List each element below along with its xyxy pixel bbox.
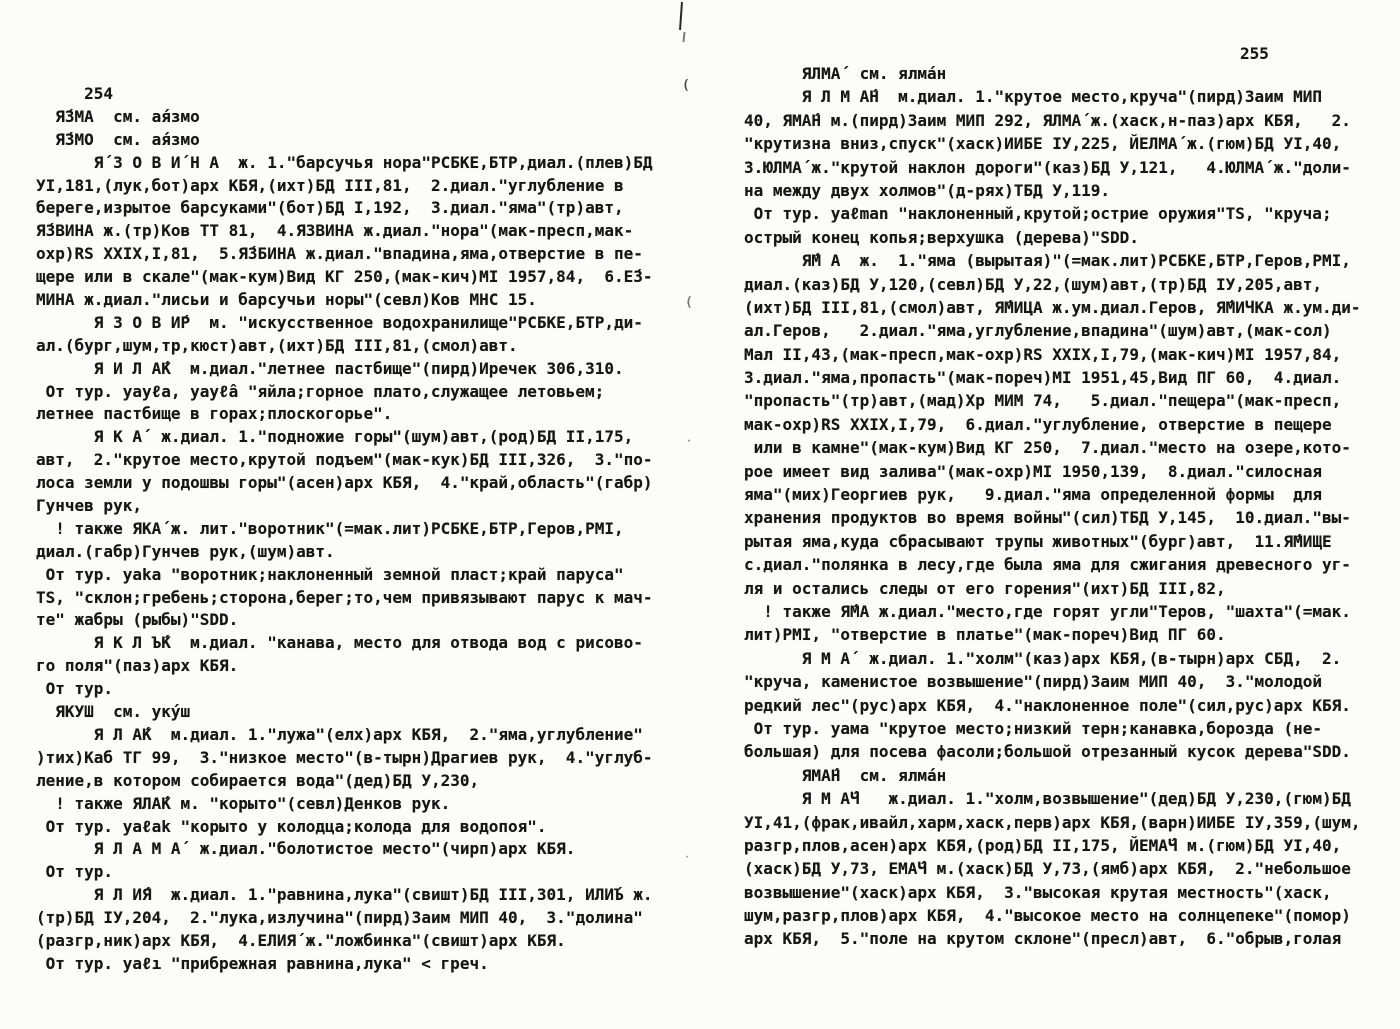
- text-line: лит)РМI, "отверстие в платье"(мак-пореч)Вид ПГ 60.: [744, 625, 1226, 645]
- gutter-ink-mark: ·: [684, 852, 691, 863]
- text-line: TS, "склон;гребень;сторона,берег;то,чем привязывают парус к мач-: [36, 587, 653, 607]
- text-line: мак-охр)RS XXIX,I,79, 6.диал."углубление, отверстие в пещере: [744, 414, 1332, 434]
- text-line: ЯКУШ см. уку́ш: [36, 702, 191, 722]
- text-line: ал.Геров, 2.диал."яма,углубление,впадина"(шум)авт,(мак-сол): [744, 321, 1332, 341]
- text-line: го поля"(паз)арх КБЯ.: [36, 656, 239, 676]
- text-line: ! также ЯКА́ ж. лит."воротник"(=мак.лит)РСБКЕ,БТР,Геров,РМI,: [36, 518, 624, 538]
- text-line: авт, 2."крутое место,крутой подъем"(мак-кук)БД III,326, 3."по-: [36, 450, 653, 470]
- text-line: 40, ЯМА́Н м.(пирд)Заим МИП 292, ЯЛМА́ ж.(хаск,н-паз)арх КБЯ, 2.: [744, 110, 1351, 130]
- text-line: береге,изрытое барсуками"(бот)БД I,192, 3.диал."яма"(тр)авт,: [36, 198, 624, 218]
- text-line: (хаск)БД У,73, ЕМА́Ч м.(хаск)БД У,73,(ямб)арх КБЯ, 2."небольшое: [744, 859, 1351, 879]
- text-line: диал.(каз)БД У,120,(севл)БД У,22,(шум)авт,(тр)БД IУ,205,авт,: [744, 274, 1322, 294]
- right-page-number: 255: [1240, 44, 1269, 63]
- text-line: Я К А́ ж.диал. 1."подножие горы"(шум)авт,(род)БД II,175,: [36, 427, 634, 447]
- gutter-ink-stroke: [682, 32, 685, 42]
- text-line: От тур. yaℓı "прибрежная равнина,лука" < греч.: [36, 953, 489, 973]
- text-line: ление,в котором собирается вода"(дед)БД У,230,: [36, 770, 480, 790]
- text-line: (разгр,ник)арх КБЯ, 4.ЕЛИЯ́ ж."ложбинка"(свишт)арх КБЯ.: [36, 930, 566, 950]
- text-line: на между двух холмов"(д-рях)ТБД У,119.: [744, 180, 1111, 200]
- text-line: Я́ЗМО см. ая́змо: [36, 129, 200, 149]
- text-line: большая) для посева фасоли;большой отрезанный кусок дерева"SDD.: [744, 742, 1351, 762]
- text-line: лоса земли у подошвы горы"(асен)арх КБЯ, 4."край,область"(габр): [36, 473, 653, 493]
- text-line: (тр)БД IУ,204, 2."лука,излучина"(пирд)Заим МИП 40, 3."долина": [36, 908, 643, 928]
- gutter-ink-mark: (: [685, 295, 693, 310]
- text-line: 254: [36, 84, 114, 103]
- text-line: От тур. yaka "воротник;наклоненный земной пласт;край паруса": [36, 564, 624, 584]
- text-line: Я Л А М А́ ж.диал."болотистое место"(чирп)арх КБЯ.: [36, 839, 576, 859]
- text-line: От тур. уама "крутое место;низкий терн;канавка,борозда (не-: [744, 718, 1322, 738]
- text-line: охр)RS XXIX,I,81, 5.Я́ЗБИНА ж.диал."впадина,яма,отверстие в пе-: [36, 244, 643, 264]
- text-line: летнее пастбище в горах;плоскогорье".: [36, 404, 393, 424]
- text-line: "пропасть"(тр)авт,(мад)Хр МИМ 74, 5.диал."пещера"(мак-пресп,: [744, 391, 1342, 411]
- text-line: От тур. yaℓak "корыто у колодца;колода для водопоя".: [36, 816, 547, 836]
- text-line: Я М А́Ч ж.диал. 1."холм,возвышение"(дед)БД У,230,(гюм)БД: [744, 789, 1351, 809]
- text-line: Я Л М А́Н м.диал. 1."крутое место,круча"(пирд)Заим МИП: [744, 87, 1322, 107]
- text-line: ! также ЯЛА́К м. "корыто"(севл)Денков рук.: [36, 793, 451, 813]
- gutter-ink-mark: (: [682, 78, 690, 93]
- text-line: Я М А́ ж.диал. 1."холм"(каз)арх КБЯ,(в-тырн)арх СБД, 2.: [744, 648, 1342, 668]
- text-line: рытая яма,куда сбрасывают трупы животных"(бург)авт, 11.Я́МИЩЕ: [744, 531, 1332, 551]
- text-line: "круча, каменистое возвышение"(пирд)Заим МИП 40, 3."молодой: [744, 672, 1322, 692]
- text-line: Мал II,43,(мак-пресп,мак-охр)RS XXIX,I,79,(мак-кич)МI 1957,84,: [744, 344, 1342, 364]
- text-line: 3.диал."яма,пропасть"(мак-пореч)МI 1951,45,Вид ПГ 60, 4.диал.: [744, 368, 1342, 388]
- text-line: редкий лес"(рус)арх КБЯ, 4."наклоненное поле"(сил,рус)арх КБЯ.: [744, 695, 1351, 715]
- right-page-text: [744, 64, 1392, 953]
- text-line: острый конец копья;верхушка (дерева)"SDD.: [744, 227, 1139, 247]
- text-line: щере или в скале"(мак-кум)Вид КГ 250,(мак-кич)МI 1957,84, 6.Е́З-: [36, 267, 653, 287]
- text-line: Я́ЗМА см. ая́змо: [36, 106, 200, 126]
- text-line: Я Л А́К м.диал. 1."лужа"(елх)арх КБЯ, 2."яма,углубление": [36, 724, 643, 744]
- text-line: яма"(мих)Георгиев рук, 9.диал."яма определенной формы для: [744, 485, 1322, 505]
- text-line: Я́ЗВИНА ж.(тр)Ков ТТ 81, 4.ЯЗВИНА ж.диал."нора"(мак-пресп,мак-: [36, 221, 634, 241]
- text-line: арх КБЯ, 5."поле на крутом склоне"(пресл)авт, 6."обрыв,голая: [744, 929, 1342, 949]
- text-line: диал.(габр)Гунчев рук,(шум)авт.: [36, 541, 335, 561]
- text-line: ЯМА́Н см. ялма́н: [744, 765, 947, 785]
- gutter-ink-stroke: [679, 2, 683, 30]
- text-line: От тур. yayℓa, yayℓâ "яйла;горное плато,служащее летовьем;: [36, 381, 605, 401]
- text-line: хранения продуктов во время войны"(сил)ТБД У,145, 10.диал."вы-: [744, 508, 1351, 528]
- text-line: От тур. yaℓman "наклоненный,крутой;острие оружия"TS, "круча;: [744, 204, 1332, 224]
- text-line: с.диал."полянка в лесу,где была яма для сжигания древесного уг-: [744, 555, 1351, 575]
- text-line: Я́М А ж. 1."яма (вырытая)"(=мак.лит)РСБКЕ,БТР,Геров,РМI,: [744, 251, 1351, 271]
- text-line: возвышение"(хаск)арх КБЯ, 3."высокая крутая местность"(хаск,: [744, 882, 1332, 902]
- text-line: ! также Я́МА ж.диал."место,где горят угли"Теров, "шахта"(=мак.: [744, 601, 1351, 621]
- text-line: МИНА ж.диал."лисьи и барсучьи норы"(севл)Ков МНС 15.: [36, 290, 537, 310]
- gutter-ink-mark: ·: [686, 436, 693, 447]
- text-line: разгр,плов,асен)арх КБЯ,(род)БД II,175, ЙЕМА́Ч м.(гюм)БД УI,40,: [744, 835, 1342, 855]
- text-line: ля и остались следы от его горения"(ихт)БД III,82,: [744, 578, 1226, 598]
- text-line: Я К Л Ъ́К м.диал. "канава, место для отвода вод с рисово-: [36, 633, 643, 653]
- text-line: Я Л И́Я ж.диал. 1."равнина,лука"(свишт)БД III,301, ИЛИ́Ъ ж.: [36, 885, 653, 905]
- text-line: От тур.: [36, 862, 114, 882]
- text-line: рое имеет вид залива"(мак-охр)МI 1950,139, 8.диал."силосная: [744, 461, 1322, 481]
- text-line: 3.ЮЛМА́ ж."крутой наклон дороги"(каз)БД У,121, 4.ЮЛМА́ ж."доли-: [744, 157, 1351, 177]
- text-line: или в камне"(мак-кум)Вид КГ 250, 7.диал."место на озере,кото-: [744, 438, 1351, 458]
- text-line: Я И Л А́К м.диал."летнее пастбище"(пирд)Иречек 306,310.: [36, 358, 624, 378]
- left-page-text: [36, 84, 684, 977]
- text-line: те" жабры (рыбы)"SDD.: [36, 610, 239, 630]
- text-line: шум,разгр,плов)арх КБЯ, 4."высокое место на солнцепеке"(помор): [744, 906, 1351, 926]
- text-line: (ихт)БД III,81,(смол)авт, Я́МИЦА ж.ум.диал.Геров, Я́МИЧКА ж.ум.ди-: [744, 297, 1361, 317]
- text-line: От тур.: [36, 679, 114, 699]
- text-line: ал.(бург,шум,тр,кюст)авт,(ихт)БД III,81,(смол)авт.: [36, 335, 518, 355]
- text-line: ЯЛМА́ см. ялма́н: [744, 64, 947, 83]
- text-line: УI,41,(фрак,ивайл,харм,хаск,перв)арх КБЯ,(варн)ИИБЕ IУ,359,(шум,: [744, 812, 1361, 832]
- text-line: Гунчев рук,: [36, 496, 142, 516]
- text-line: )тих)Каб ТГ 99, 3."низкое место"(в-тырн)Драгиев рук, 4."углуб-: [36, 747, 653, 767]
- text-line: Я З О В И́Р м. "искусственное водохранилище"РСБКЕ,БТР,ди-: [36, 312, 643, 332]
- text-line: "крутизна вниз,спуск"(хаск)ИИБЕ IУ,225, ЙЕЛМА́ ж.(гюм)БД УI,40,: [744, 134, 1342, 154]
- text-line: УI,181,(лук,бот)арх КБЯ,(ихт)БД III,81, 2.диал."углубление в: [36, 175, 624, 195]
- text-line: Я́ З О В И́ Н А ж. 1."барсучья нора"РСБКЕ,БТР,диал.(плев)БД: [36, 152, 653, 172]
